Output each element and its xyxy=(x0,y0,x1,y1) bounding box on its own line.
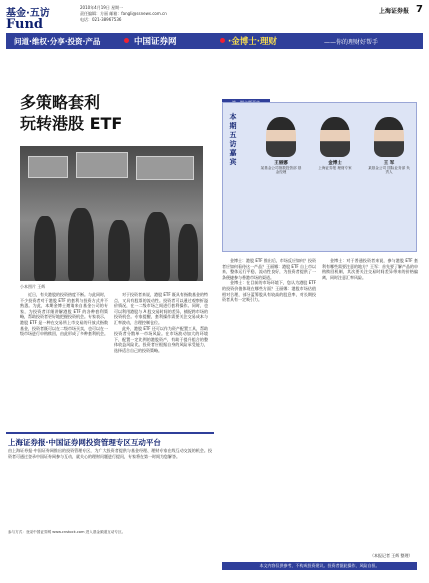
masthead-info xyxy=(80,5,345,23)
photo-screen xyxy=(28,156,68,178)
guest-avatar xyxy=(266,117,296,157)
guest-name: 王丽娜 xyxy=(274,161,288,166)
masthead-date: 2010年4月19日 星期一 xyxy=(80,5,124,10)
article-column-2 xyxy=(114,292,208,428)
banner-site-name: 中国证券网 xyxy=(134,37,177,47)
photo-person xyxy=(108,220,130,281)
banner-dot-icon xyxy=(220,38,225,43)
interview-column-2 xyxy=(322,258,418,552)
guest-name: 王 军 xyxy=(383,161,395,166)
interview-paragraph: 金博士：在目前的市场环境下，您认为港股 ETF 的投资价值体现在哪些方面？王丽娜：港股市场估值相对合理，部分蓝筹股具有较高的股息率，对长期投资者具有一定吸引力。 xyxy=(222,280,316,303)
guest-title: 某基金公司指数投资部 基金经理 xyxy=(260,166,302,175)
article-column-1 xyxy=(20,292,108,428)
banner-tagline: ——你的理财好帮手 xyxy=(324,39,379,46)
article-paragraph: 对于投资者来说，港股 ETF 既具有指数基金的特点，又具有股票的流动性。投资者可以通过观察折溢价情况，在一二级市场之间进行套利操作。同时，也可以利用港股与 A 股交易时间的差异，捕捉跨市场的投资机会。专家提醒，套利操作需要关注交易成本与汇率波动，合理控制仓位。 xyxy=(114,292,208,325)
panel-vertical-title: 本期五访嘉宾 xyxy=(229,113,237,166)
article-paragraph: 此外，港股 ETF 还可以作为资产配置工具，帮助投资者分散单一市场风险。在市场波动加大的环境下，配置一定比例的港股资产，有助于提升组合的整体收益风险比。投资者应根据自身的风险承受能力，选择适合自己的投资策略。 xyxy=(114,325,208,353)
guest-avatar xyxy=(374,117,404,157)
headline-line-2: 玩转港股 ETF xyxy=(20,114,123,133)
section-title-en: Fund xyxy=(6,17,43,32)
guest-card xyxy=(313,117,357,170)
photo-person xyxy=(68,208,94,281)
photo-screen xyxy=(136,156,194,180)
guest-panel xyxy=(222,102,417,252)
banner-column-name: ·金博士·理财 xyxy=(228,37,277,47)
article-headline xyxy=(20,92,122,134)
guest-card xyxy=(259,117,303,175)
guest-title: 上海证券报 理财专家 xyxy=(318,166,352,170)
photo-person xyxy=(34,216,56,281)
box-text: 由上海证券报·中国证券网推出的投资管理专区，为广大投资者提供与基金经理、理财专家在线互动交流的机会。投资者可通过登录中国证券网参与互动，就关心的理财问题进行提问，专家将在第一时间为您解答。 xyxy=(8,448,212,459)
guest-name: 金博士 xyxy=(328,161,342,166)
paper-name: 上海证券报 xyxy=(378,8,409,15)
headline-line-1: 多策略套利 xyxy=(20,93,101,112)
masthead-phone: 电话：021-38967536 xyxy=(80,17,122,22)
page-number: 7 xyxy=(416,4,423,15)
promo-banner[interactable] xyxy=(6,33,423,49)
photo-caption: 小本图片 王辉 xyxy=(20,284,46,289)
box-title: 上海证券报·中国证券网投资管理专区互动平台 xyxy=(8,438,161,447)
interview-paragraph: 金博士：对于普通投资者来说，参与港股 ETF 套利有哪些需要注意的地方？王军：首先要了解产品的申购赎回机制，其次要关注交易时间差异带来的价格偏离，同时注意汇率风险。 xyxy=(322,258,418,280)
article-paragraph: 近日，有关港股的投资热度不断。与此同时，不少投资者对于港股 ETF 的套利与投资方式并不熟悉。为此，本期金博士邀请来自基金公司的专家，为投资者详细讲解港股 ETF 的各种套利策略，帮助投资者更好地把握投资机会。专家表示，港股 ETF 是一种在交易所上市交易的开放式指数基金，投资者既可以在二级市场买卖，也可以在一级市场进行申购赎回，由此形成了多种套利机会。 xyxy=(20,292,108,337)
trading-floor-photo xyxy=(20,146,203,281)
interactive-platform-box xyxy=(6,432,214,554)
photo-person xyxy=(178,224,198,281)
section-title-cn: 基金·五访 xyxy=(6,8,50,19)
guest-avatar xyxy=(320,117,350,157)
photo-screen xyxy=(76,152,128,178)
photo-person xyxy=(144,212,170,281)
banner-dot-icon xyxy=(124,38,129,43)
box-note: 参与方式：登录中国证券网 www.cnstock.com 进入基金频道互动专区。 xyxy=(8,530,126,534)
interview-column-1 xyxy=(222,258,316,552)
banner-slogan: 问道·维权·分享·投资·产品 xyxy=(14,37,101,46)
guest-title: 某基金公司 国际业务部 负责人 xyxy=(368,166,410,175)
masthead-editor: 责任编辑：方丽 邮箱：fangli@ssnews.com.cn xyxy=(80,11,167,16)
guest-card xyxy=(367,117,411,175)
article-author: （本报记者 王辉 整理） xyxy=(370,553,413,558)
disclaimer-bar: 本文内容仅供参考，不构成投资建议。投资者据此操作，风险自担。 xyxy=(222,562,417,570)
interview-paragraph: 金博士：港股 ETF 推出后，市场反应如何？投资者应如何看待这一产品？王丽娜：港股 ETF 自上市以来，整体运行平稳，流动性良好，为投资者提供了一条便捷参与香港市场的渠道。 xyxy=(222,258,316,280)
